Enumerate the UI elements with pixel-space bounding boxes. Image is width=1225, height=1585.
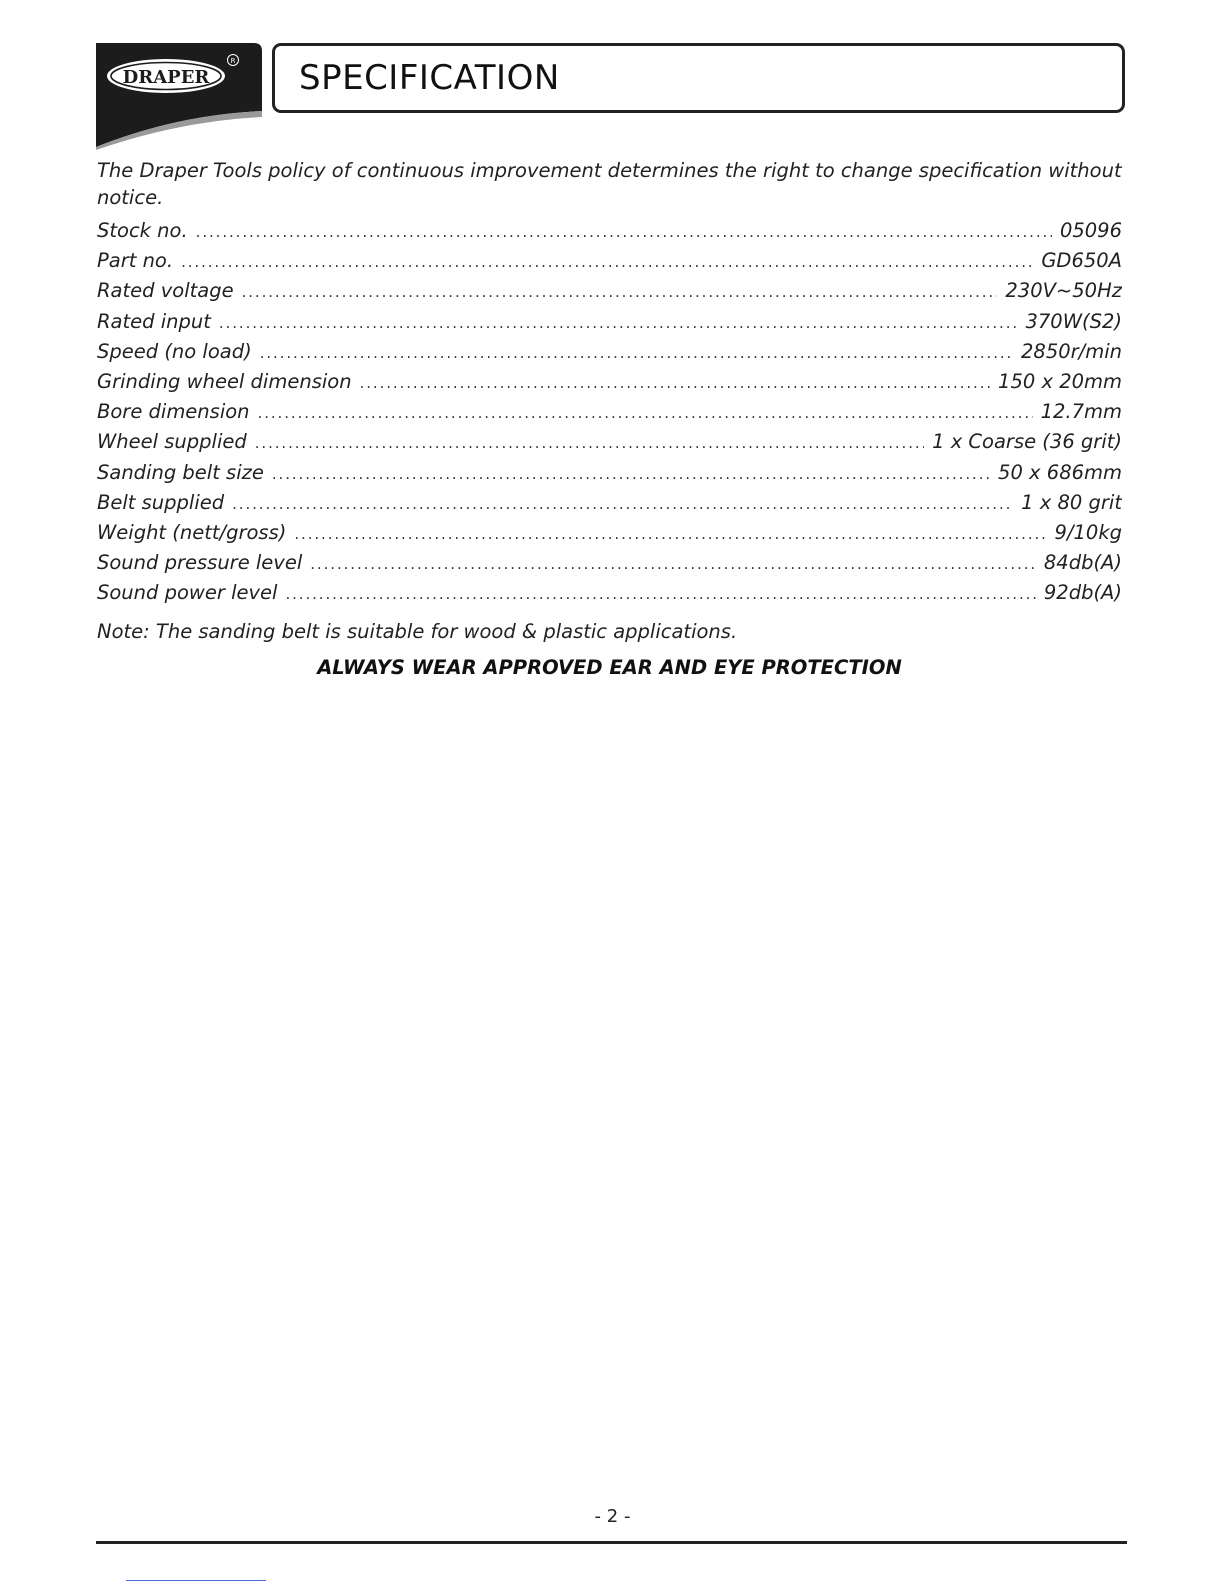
spec-label: Stock no. <box>97 219 188 242</box>
leader-dots <box>285 585 1035 603</box>
spec-label: Wheel supplied <box>97 430 247 454</box>
leader-dots <box>258 404 1033 422</box>
spec-row-bore-dimension <box>97 400 1122 430</box>
spec-row-rated-voltage <box>97 279 1122 309</box>
leader-dots <box>294 525 1046 543</box>
logo-brand-text: DRAPER <box>122 67 210 88</box>
leader-dots <box>219 314 1018 332</box>
draper-logo-graphic <box>96 43 262 150</box>
spec-value: 150 x 20mm <box>998 369 1122 393</box>
logo-panel <box>96 43 262 147</box>
intro-paragraph: The Draper Tools policy of continuous improvement determines the right to change specification without notice. <box>97 159 1122 209</box>
spec-label: Sound pressure level <box>97 551 303 575</box>
spec-row-sound-power-level <box>97 581 1122 611</box>
leader-dots <box>196 223 1052 241</box>
spec-row-speed <box>97 340 1122 370</box>
registered-mark-text: R <box>230 57 236 65</box>
spec-value: 84db(A) <box>1043 551 1122 575</box>
spec-row-belt-supplied <box>97 491 1122 521</box>
spec-value: 9/10kg <box>1054 520 1122 544</box>
spec-label: Weight (nett/gross) <box>97 520 287 544</box>
spec-value: 05096 <box>1059 219 1122 242</box>
spec-value: 1 x 80 grit <box>1021 490 1122 514</box>
leader-dots <box>242 283 998 301</box>
spec-list <box>97 219 1122 611</box>
spec-row-sound-pressure-level <box>97 551 1122 581</box>
spec-value: 2850r/min <box>1021 339 1122 363</box>
spec-value: GD650A <box>1041 249 1122 273</box>
spec-label: Belt supplied <box>97 490 225 514</box>
leader-dots <box>310 555 1036 573</box>
spec-label: Bore dimension <box>97 400 250 424</box>
spec-label: Grinding wheel dimension <box>97 369 352 393</box>
spec-label: Part no. <box>97 249 174 273</box>
spec-value: 50 x 686mm <box>998 460 1122 484</box>
note-text: Note: The sanding belt is suitable for wood & plastic applications. <box>97 620 738 643</box>
spec-value: 370W(S2) <box>1025 309 1122 333</box>
leader-dots <box>360 374 990 392</box>
footer-link-underline <box>126 1580 266 1581</box>
footer-divider <box>96 1541 1127 1544</box>
spec-label: Speed (no load) <box>97 339 252 363</box>
leader-dots <box>255 434 924 452</box>
spec-row-weight <box>97 521 1122 551</box>
spec-row-rated-input <box>97 310 1122 340</box>
spec-value: 92db(A) <box>1043 581 1122 605</box>
spec-row-stock-no <box>97 219 1122 249</box>
safety-warning: ALWAYS WEAR APPROVED EAR AND EYE PROTECTION <box>317 656 902 679</box>
spec-label: Rated voltage <box>97 279 234 303</box>
page-number: - 2 - <box>594 1506 631 1527</box>
leader-dots <box>272 465 990 483</box>
spec-row-wheel-supplied <box>97 430 1122 460</box>
spec-value: 12.7mm <box>1040 400 1122 424</box>
leader-dots <box>232 495 1013 513</box>
spec-row-grinding-wheel-dimension <box>97 370 1122 400</box>
spec-value: 230V~50Hz <box>1005 279 1122 303</box>
spec-row-sanding-belt-size <box>97 461 1122 491</box>
spec-label: Rated input <box>97 309 211 333</box>
spec-value: 1 x Coarse (36 grit) <box>932 430 1122 454</box>
leader-dots <box>260 344 1013 362</box>
leader-dots <box>181 253 1033 271</box>
title-box <box>272 43 1125 113</box>
spec-label: Sanding belt size <box>97 460 264 484</box>
draper-logo <box>96 43 262 150</box>
spec-row-part-no <box>97 249 1122 279</box>
spec-label: Sound power level <box>97 581 278 605</box>
page-title: SPECIFICATION <box>299 58 560 98</box>
